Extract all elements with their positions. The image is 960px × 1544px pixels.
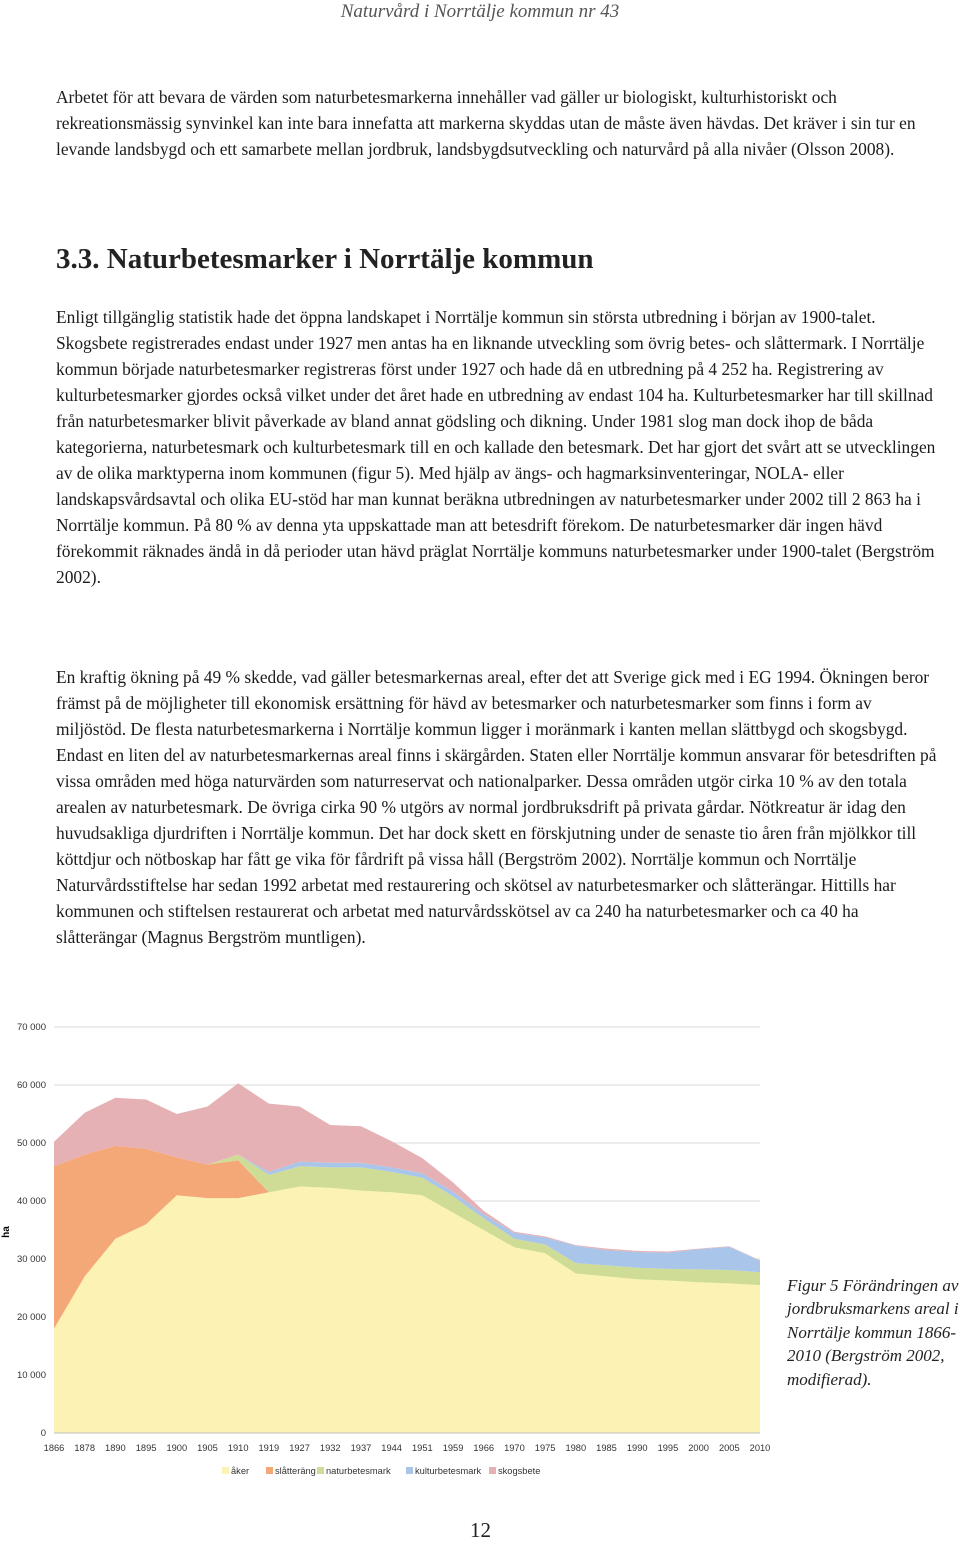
x-tick-label: 1895 — [135, 1443, 157, 1453]
x-tick-label: 1927 — [289, 1443, 310, 1453]
x-tick-label: 2000 — [688, 1443, 709, 1453]
x-tick-label: 1970 — [504, 1443, 525, 1453]
legend-swatch-åker — [222, 1467, 229, 1474]
running-head: Naturvård i Norrtälje kommun nr 43 — [340, 1, 620, 22]
y-tick-label: 50 000 — [16, 1138, 46, 1149]
legend-label-skogsbete: skogsbete — [498, 1466, 541, 1476]
x-tick-label: 1866 — [43, 1443, 65, 1453]
legend-label-slåtteräng: slåtteräng — [275, 1466, 316, 1476]
x-tick-label: 1966 — [473, 1443, 495, 1453]
increase-paragraph: En kraftig ökning på 49 % skedde, vad gäller betesmarkernas areal, efter det att Sverige gick med i EG 1994. Ökningen beror främst på de möjligheter till ekonomisk ersättning för hävd av betesmarker och naturbetesmarker som finns i form av miljöstöd. De flesta naturbetesmarkerna i Norrtälje kommun ligger i moränmark i kanten mellan slättbygd och skogsbygd. Endast en liten del av naturbetesmarkernas areal finns i skärgården. Staten eller Norrtälje kommun ansvarar för betesdriften på vissa områden med höga naturvärden som naturreservat och nationalparker. Dessa områden utgör cirka 10 % av den totala arealen av naturbetesmark. De övriga cirka 90 % utgörs av normal jordbruksdrift på privata gårdar. Nötkreatur är idag den huvudsakliga djurdriften i Norrtälje kommun. Det har dock skett en förskjutning under de senaste tio åren från mjölkkor till köttdjur och nötboskap har fått ge vika för fårdrift på vissa håll (Bergström 2002). Norrtälje kommun och Norrtälje Naturvårdsstiftelse har sedan 1992 arbetat med restaurering och skötsel av naturbetesmarker och slåtterängar. Hittills har kommunen och stiftelsen restaurerat och arbetat med naturvårdsskötsel av ca 240 ha naturbetesmarker och ca 40 ha slåtterängar (Magnus Bergström muntligen). — [56, 667, 937, 947]
x-tick-label: 1985 — [596, 1443, 617, 1453]
legend-swatch-slåtteräng — [266, 1467, 273, 1474]
legend-swatch-kulturbetesmark — [406, 1467, 413, 1474]
figure-caption: Figur 5 Förändringen av jordbruksmarkens areal i Norrtälje kommun 1866-2010 (Bergström 2002, modifierad). — [787, 1276, 959, 1389]
y-tick-label: 40 000 — [16, 1196, 46, 1207]
x-tick-label: 2005 — [718, 1443, 740, 1453]
x-tick-label: 1890 — [105, 1443, 126, 1453]
x-tick-label: 1995 — [657, 1443, 679, 1453]
x-tick-label: 1937 — [350, 1443, 372, 1453]
stacked-areas — [54, 1083, 760, 1433]
legend-swatch-skogsbete — [489, 1467, 496, 1474]
x-tick-label: 1905 — [197, 1443, 218, 1453]
x-tick-label: 1951 — [412, 1443, 433, 1453]
section-heading: 3.3. Naturbetesmarker i Norrtälje kommun — [56, 243, 594, 275]
legend-label-kulturbetesmark: kulturbetesmark — [415, 1466, 482, 1476]
page-number: 12 — [470, 1518, 491, 1542]
x-tick-label: 1919 — [258, 1443, 280, 1453]
legend-swatch-naturbetesmark — [317, 1467, 324, 1474]
x-tick-label: 1980 — [565, 1443, 587, 1453]
x-tick-label: 1944 — [381, 1443, 402, 1453]
legend-label-naturbetesmark: naturbetesmark — [326, 1466, 391, 1476]
y-tick-label: 10 000 — [16, 1370, 46, 1381]
area-åker — [54, 1187, 760, 1434]
x-tick-label: 1959 — [442, 1443, 464, 1453]
x-tick-label: 1900 — [166, 1443, 188, 1453]
x-tick-label: 1932 — [319, 1443, 341, 1453]
y-tick-label: 0 — [40, 1428, 46, 1439]
y-tick-label: 70 000 — [16, 1022, 46, 1033]
land-use-area-chart — [0, 1010, 770, 1490]
legend-label-åker: åker — [231, 1466, 250, 1476]
y-tick-label: 20 000 — [16, 1312, 46, 1323]
y-axis-label: ha — [1, 1226, 12, 1238]
x-tick-label: 1975 — [534, 1443, 556, 1453]
intro-paragraph: Arbetet för att bevara de värden som naturbetesmarkerna innehåller vad gäller ur biologiskt, kulturhistoriskt och rekreationsmässig synvinkel kan inte bara innefatta att markerna skyddas utan de måste även hävdas. Det kräver i sin tur en levande landsbygd och ett samarbete mellan jordbruk, landsbygdsutveckling och naturvård på alla nivåer (Olsson 2008). — [56, 87, 916, 159]
y-tick-label: 30 000 — [16, 1254, 46, 1265]
x-tick-label: 1910 — [227, 1443, 249, 1453]
y-tick-label: 60 000 — [16, 1080, 46, 1091]
x-tick-label: 1878 — [74, 1443, 96, 1453]
legend — [222, 1466, 540, 1476]
x-tick-label: 2010 — [749, 1443, 770, 1453]
x-tick-label: 1990 — [626, 1443, 648, 1453]
section-paragraph: Enligt tillgänglig statistik hade det öppna landskapet i Norrtälje kommun sin största utbredning i början av 1900-talet. Skogsbete registrerades endast under 1927 men antas ha en liknande utveckling som övrig betes- och slåttermark. I Norrtälje kommun började naturbetesmarker registreras först under 1927 och hade då en utbredning på 4 252 ha. Registrering av kulturbetesmarker gjordes också vilket under det året hade en utbredning av endast 104 ha. Kulturbetesmarker har till skillnad från naturbetesmarker blivit påverkade av bland annat gödsling och dikning. Under 1981 slog man dock ihop de båda kategorierna, naturbetesmark och kulturbetesmark till en och kallade den betesmark. Det har gjort det svårt att se utvecklingen av de olika marktyperna inom kommunen (figur 5). Med hjälp av ängs- och hagmarksinventeringar, NOLA- eller landskapsvårdsavtal och olika EU-stöd har man kunnat beräkna utbredningen av naturbetesmarker under 2002 till 2 863 ha i Norrtälje kommun. På 80 % av denna yta uppskattade man att betesdrift förekom. De naturbetesmarker där ingen hävd förekommit räknades ändå in då perioder utan hävd präglat Norrtälje kommuns naturbetesmarker under 1900-talet (Bergström 2002). — [56, 307, 936, 587]
